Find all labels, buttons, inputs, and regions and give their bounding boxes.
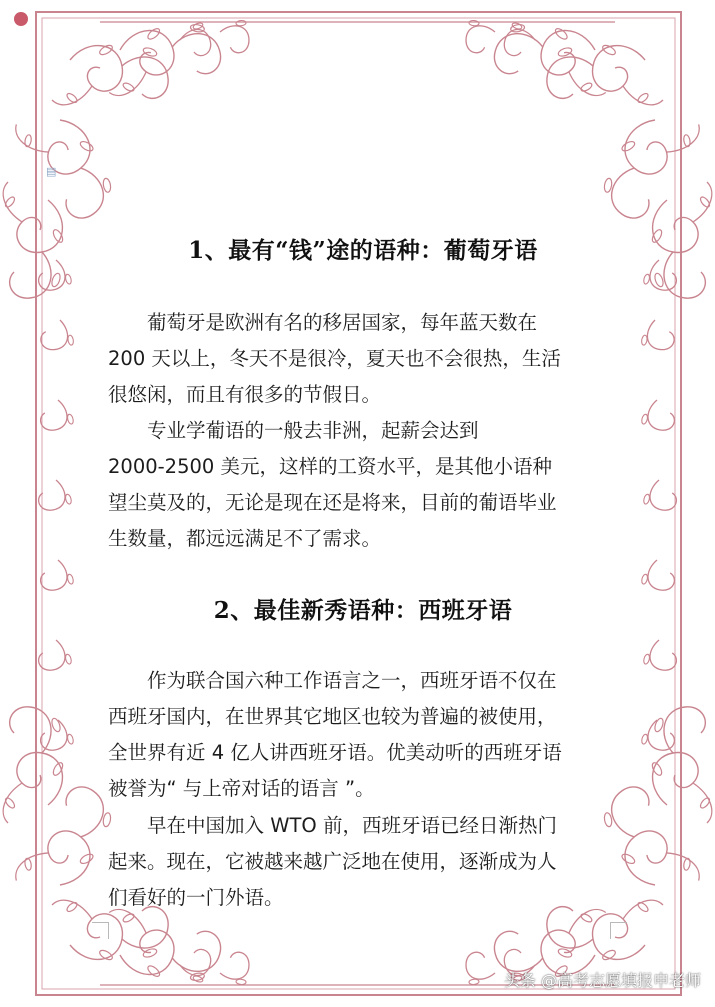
text-line: 西班牙国内，在世界其它地区也较为普遍的被使用， [108,705,557,728]
document-icon: ▤ [46,165,57,178]
red-dot-icon [14,12,28,26]
text-line: 望尘莫及的，无论是现在还是将来，目前的葡语毕业 [108,491,557,514]
text-line: 2000-2500 美元，这样的工资水平，是其他小语种 [108,455,552,478]
section-2-paragraph-2 [108,808,618,916]
crop-mark-bottom-left [92,922,109,939]
text-line: 200 天以上，冬天不是很冷，夏天也不会很热，生活 [108,347,561,370]
text-line: 起来。现在，它被越来越广泛地在使用，逐渐成为人 [108,850,557,873]
text-line: 全世界有近 4 亿人讲西班牙语。优美动听的西班牙语 [108,741,562,764]
text-line: 们看好的一门外语。 [108,886,284,909]
crop-mark-bottom-right [610,922,627,939]
section-2-paragraph-1 [108,663,618,807]
text-line: 被誉为“ 与上帝对话的语言 ”。 [108,777,375,800]
text-line: 早在中国加入 WTO 前，西班牙语已经日渐热门 [147,814,557,837]
watermark-text: 头条 @高考志愿填报申老师 [503,971,701,990]
text-line: 生数量，都远远满足不了需求。 [108,527,382,550]
text-line: 葡萄牙是欧洲有名的移居国家，每年蓝天数在 [147,311,538,334]
text-line: 作为联合国六种工作语言之一，西班牙语不仅在 [147,669,557,692]
text-line: 很悠闲，而且有很多的节假日。 [108,383,382,406]
section-1-paragraph-1 [108,305,618,413]
section-2-heading: 2、最佳新秀语种：西班牙语 [213,597,513,624]
text-line: 专业学葡语的一般去非洲，起薪会达到 [147,419,479,442]
section-1-heading: 1、最有“钱”途的语种：葡萄牙语 [188,237,538,264]
section-1-paragraph-2 [108,413,618,557]
